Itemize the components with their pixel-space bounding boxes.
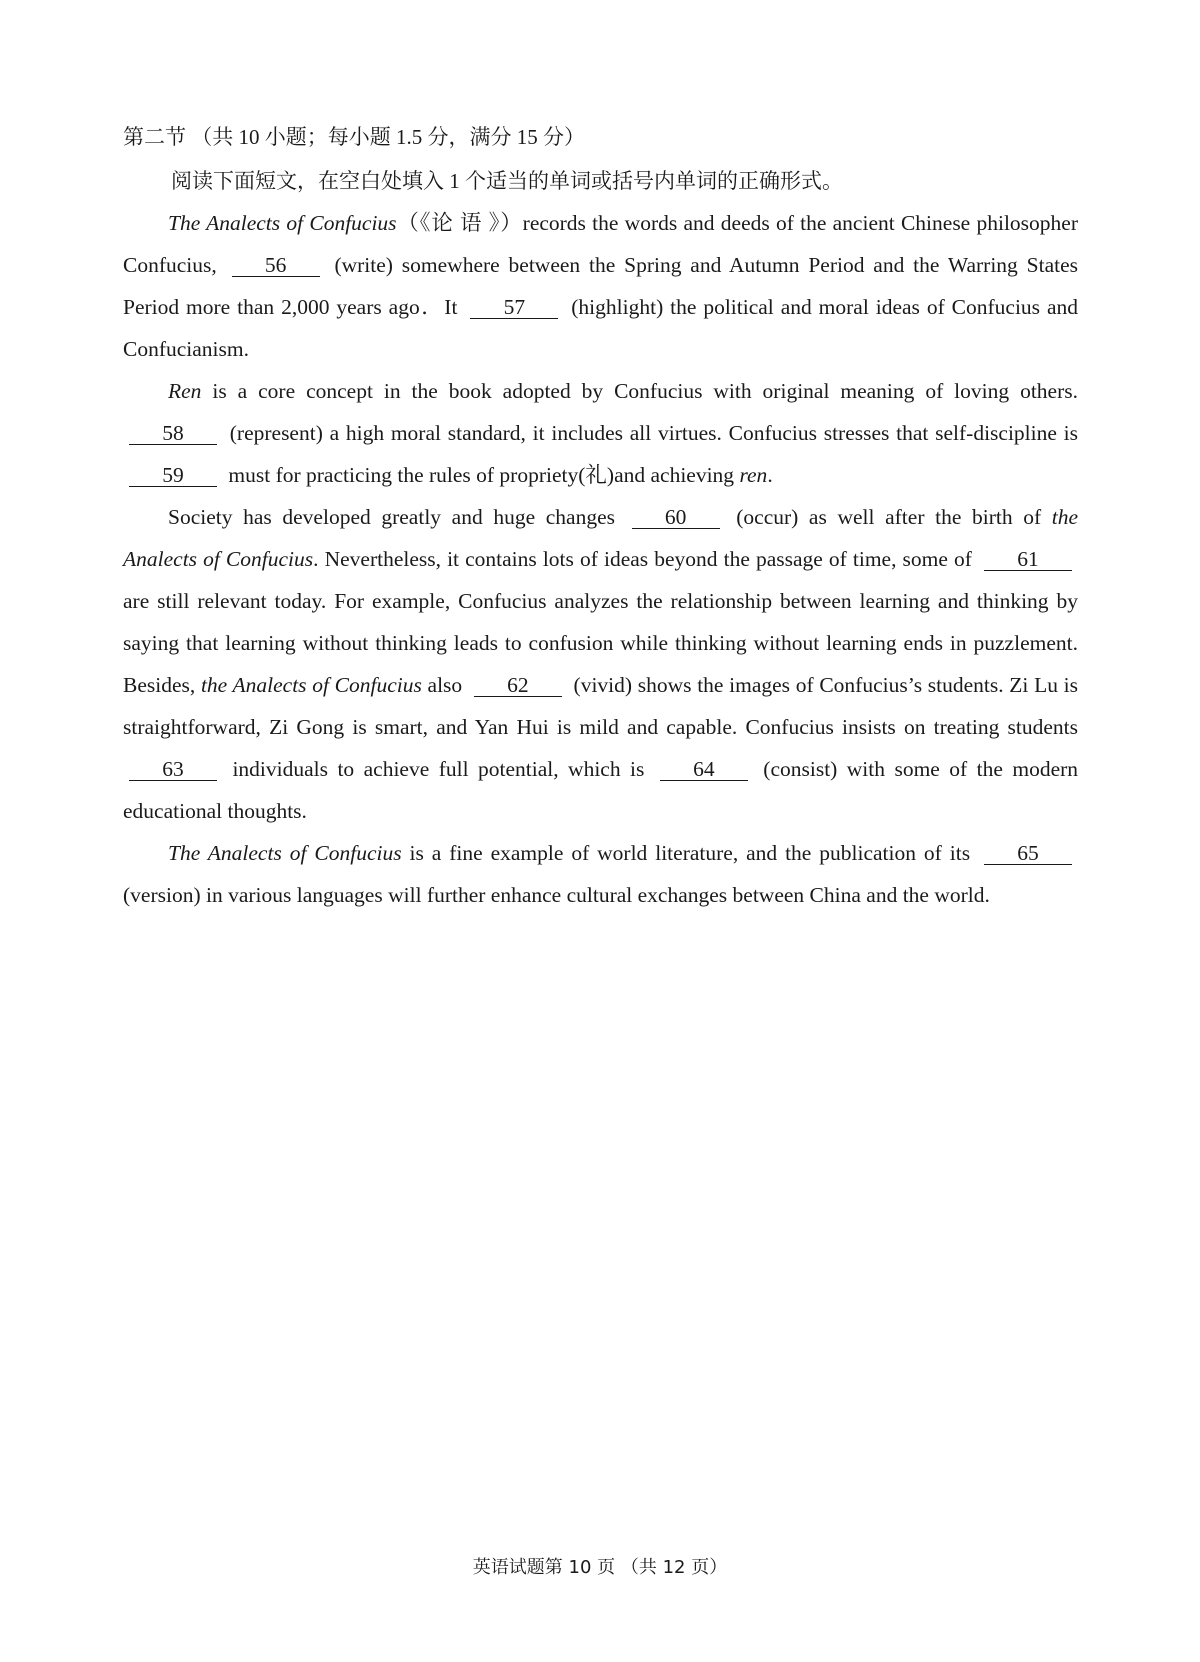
term-ren: ren bbox=[739, 463, 768, 487]
blank-60[interactable]: 60 bbox=[632, 506, 720, 529]
blank-61[interactable]: 61 bbox=[984, 548, 1072, 571]
paragraph-text: (vivid) shows the images of Confucius’s students. Zi Lu is straightforward, Zi Gong is smart, and Yan Hui is mild and capable. Confucius insists on treating students bbox=[123, 673, 1078, 739]
blank-63[interactable]: 63 bbox=[129, 758, 217, 781]
blank-56[interactable]: 56 bbox=[232, 254, 320, 277]
section-title: 第二节 （共 10 小题；每小题 1.5 分，满分 15 分） bbox=[123, 125, 585, 149]
paragraph-text: (write) somewhere between the Spring and Autumn Period and the Warring States Period more than 2,000 years ago．It bbox=[123, 253, 1079, 319]
paragraph-text: must for practicing the rules of propriety(礼)and achieving bbox=[228, 463, 735, 487]
book-title: the Analects of Confucius bbox=[200, 673, 422, 697]
paragraph-text: (consist) with some of the modern educational thoughts. bbox=[123, 757, 1079, 823]
passage-paragraph-1 bbox=[123, 202, 1078, 370]
passage-paragraph-3 bbox=[123, 496, 1078, 832]
section-instruction: 阅读下面短文，在空白处填入 1 个适当的单词或括号内单词的正确形式。 bbox=[171, 169, 843, 193]
book-title: The Analects of Confucius bbox=[168, 841, 402, 865]
blank-65[interactable]: 65 bbox=[984, 842, 1072, 865]
exam-page-content bbox=[123, 120, 1078, 916]
paragraph-text: （《论 语 》）records the words and deeds of the ancient Chinese philosopher Confucius, bbox=[123, 211, 1078, 277]
paragraph-text: individuals to achieve full potential, which is bbox=[232, 757, 645, 781]
paragraph-text: also bbox=[427, 673, 463, 697]
term-ren: Ren bbox=[168, 379, 202, 403]
paragraph-text: . bbox=[767, 463, 773, 487]
page-footer: 英语试题第 10 页 （共 12 页） bbox=[472, 1557, 728, 1578]
book-title: the Analects of Confucius bbox=[123, 505, 1079, 571]
passage-paragraph-2 bbox=[123, 370, 1078, 496]
paragraph-text: (occur) as well after the birth of bbox=[736, 505, 1042, 529]
blank-62[interactable]: 62 bbox=[474, 674, 562, 697]
paragraph-text: are still relevant today. For example, Confucius analyzes the relationship between learning and thinking by saying that learning without thinking leads to confusion while thinking without learning ends in puzzlement. Besides, bbox=[123, 589, 1078, 697]
paragraph-text: (version) in various languages will further enhance cultural exchanges between China and the world. bbox=[123, 883, 990, 907]
blank-58[interactable]: 58 bbox=[129, 422, 217, 445]
paragraph-text: (represent) a high moral standard, it includes all virtues. Confucius stresses that self-discipline is bbox=[229, 421, 1078, 445]
paragraph-text: (highlight) the political and moral ideas of Confucius and Confucianism. bbox=[123, 295, 1078, 361]
paragraph-text: . Nevertheless, it contains lots of ideas beyond the passage of time, some of bbox=[313, 547, 972, 571]
blank-57[interactable]: 57 bbox=[470, 296, 558, 319]
book-title: The Analects of Confucius bbox=[168, 211, 397, 235]
blank-64[interactable]: 64 bbox=[660, 758, 748, 781]
paragraph-text: is a core concept in the book adopted by Confucius with original meaning of loving others. bbox=[212, 379, 1078, 403]
passage-paragraph-4 bbox=[123, 832, 1078, 916]
paragraph-text: Society has developed greatly and huge changes bbox=[168, 505, 615, 529]
paragraph-text: is a fine example of world literature, and the publication of its bbox=[409, 841, 971, 865]
blank-59[interactable]: 59 bbox=[129, 464, 217, 487]
